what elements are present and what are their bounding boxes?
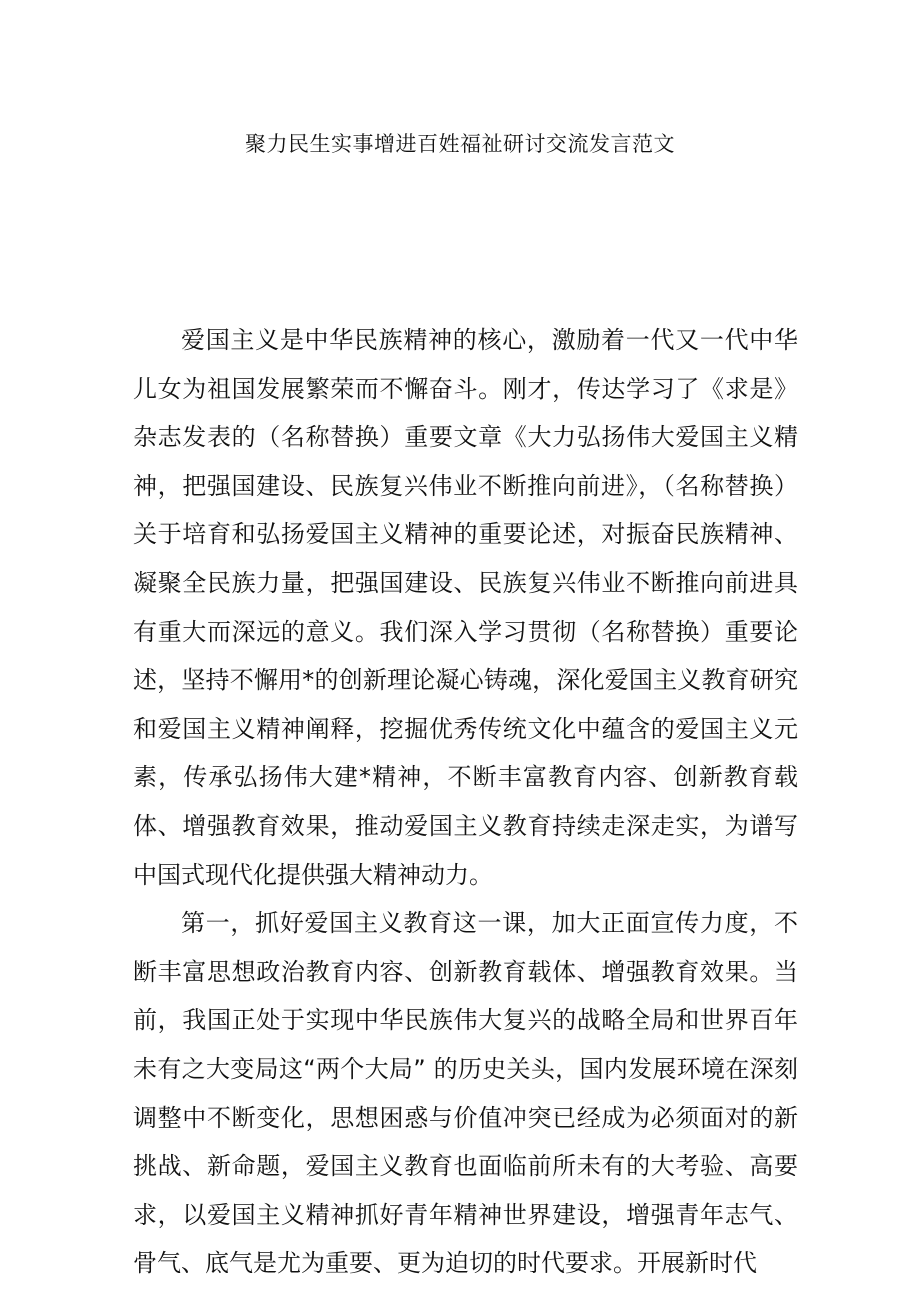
document-body [133, 316, 798, 1288]
paragraph-2: 第一，抓好爱国主义教育这一课，加大正面宣传力度，不断丰富思想政治教育内容、创新教育载体、增强教育效果。当前，我国正处于实现中华民族伟大复兴的战略全局和世界百年未有之大变局这“两个大局” 的历史关头，国内发展环境在深刻调整中不断变化，思想困惑与价值冲突已经成为必须面对的新挑战、新命题，爱国主义教育也面临前所未有的大考验、高要求，以爱国主义精神抓好青年精神世界建设，增强青年志气、骨气、底气是尤为重要、更为迫切的时代要求。开展新时代 [133, 909, 798, 1278]
document-title: 聚力民生实事增进百姓福祉研讨交流发言范文 [245, 132, 675, 156]
paragraph-1: 爱国主义是中华民族精神的核心，激励着一代又一代中华儿女为祖国发展繁荣而不懈奋斗。刚才，传达学习了《求是》杂志发表的（名称替换）重要文章《大力弘扬伟大爱国主义精神，把强国建设、民族复兴伟业不断推向前进》，（名称替换）关于培育和弘扬爱国主义精神的重要论述，对振奋民族精神、凝聚全民族力量，把强国建设、民族复兴伟业不断推向前进具有重大而深远的意义。我们深入学习贯彻（名称替换）重要论述，坚持不懈用*的创新理论凝心铸魂，深化爱国主义教育研究和爱国主义精神阐释，挖掘优秀传统文化中蕴含的爱国主义元素，传承弘扬伟大建*精神，不断丰富教育内容、创新教育载体、增强教育效果，推动爱国主义教育持续走深走实，为谱写中国式现代化提供强大精神动力。 [133, 326, 798, 889]
